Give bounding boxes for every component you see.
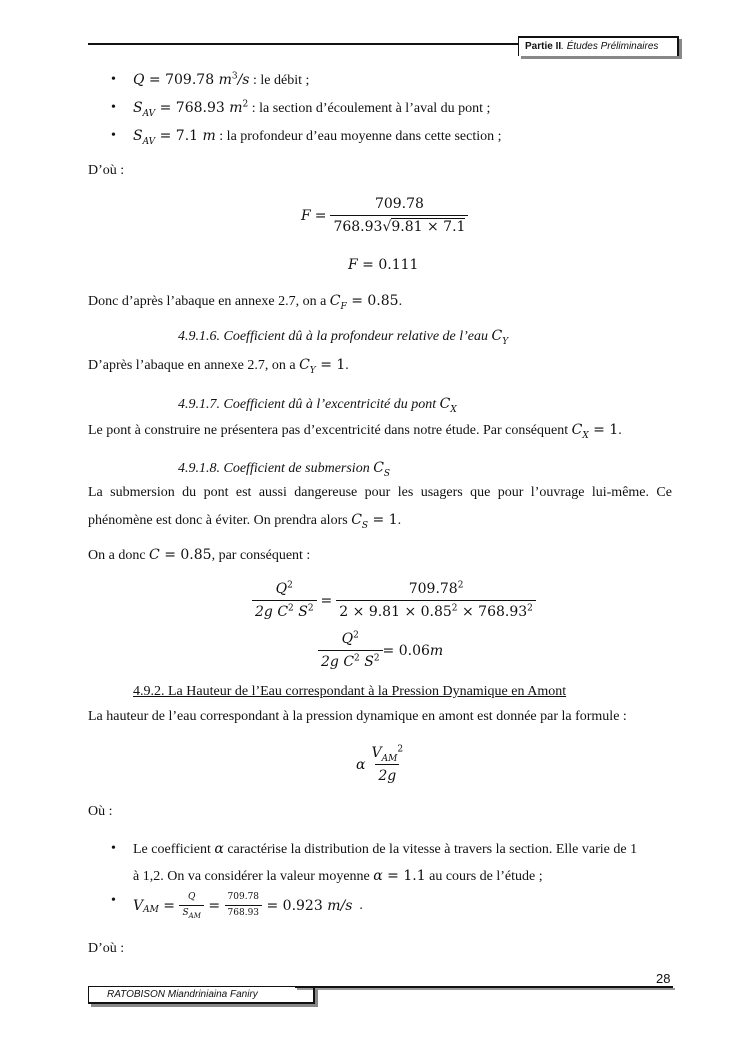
unit: m xyxy=(429,642,444,659)
den-symbol: S xyxy=(182,908,189,918)
symbol-alpha: α xyxy=(373,868,383,884)
symbol-s: S xyxy=(133,128,143,144)
paragraph-cs-line2 xyxy=(88,511,401,530)
subscript: X xyxy=(450,404,457,415)
page-number: 28 xyxy=(656,971,671,986)
symbol-f: F xyxy=(301,207,311,224)
exponent: 2 xyxy=(527,603,533,614)
paragraph-cs-line1: La submersion du pont est aussi dangereuse pour les usagers que pour l’ouvrage lui-même. Ce xyxy=(88,485,672,500)
subscript: AM xyxy=(188,911,201,920)
exponent: 2 xyxy=(242,99,249,110)
symbol: C xyxy=(373,460,384,476)
den-text: × 768.93 xyxy=(457,604,528,620)
section-heading-4917 xyxy=(178,395,457,414)
subscript: S xyxy=(383,468,391,479)
symbol-q: Q xyxy=(133,72,145,88)
value: = 0.923 xyxy=(262,897,328,914)
value: = 1 xyxy=(588,422,619,438)
subscript: S xyxy=(361,520,369,531)
subscript: Y xyxy=(309,365,316,376)
den-text: S xyxy=(359,654,374,670)
heading-text: 4.9.1.7. Coefficient dû à l’excentricité du pont xyxy=(178,397,440,412)
numerator xyxy=(368,744,406,764)
exponent: 2 xyxy=(397,744,404,755)
unit: m xyxy=(202,128,216,144)
value: = 1 xyxy=(315,357,346,373)
fraction xyxy=(225,892,263,919)
exponent: 2 xyxy=(307,603,314,614)
text: Le coefficient xyxy=(133,842,215,857)
text: . xyxy=(345,358,349,373)
fraction xyxy=(318,630,383,671)
symbol: C xyxy=(491,328,503,344)
fraction-lhs xyxy=(252,580,317,621)
subscript: F xyxy=(340,301,347,312)
subscript: AV xyxy=(142,108,156,119)
unit: m xyxy=(229,100,243,116)
list-item xyxy=(133,127,502,146)
value: = 0.111 xyxy=(357,257,419,273)
heading-text: 4.9.1.6. Coefficient dû à la profondeur relative de l’eau xyxy=(178,329,492,344)
description: : la profondeur d’eau moyenne dans cette section ; xyxy=(215,129,502,144)
den-text: 2g C xyxy=(255,604,289,620)
subscript: AV xyxy=(142,136,156,147)
numerator: 709.78 xyxy=(374,196,424,212)
symbol-alpha: α xyxy=(356,756,366,773)
value: = 768.93 xyxy=(155,100,230,116)
text: D’après l’abaque en annexe 2.7, on a xyxy=(88,358,300,373)
paragraph-492: La hauteur de l’eau correspondant à la pression dynamique en amont est donnée par la formule : xyxy=(88,709,627,724)
text: , par conséquent : xyxy=(211,548,311,563)
num-symbol: Q xyxy=(341,631,354,647)
subscript: AM xyxy=(381,753,398,764)
numerator: Q xyxy=(187,892,196,902)
symbol: C xyxy=(571,422,583,438)
list-item: • V $_{AM}$ = $\frac{Q}{S_{AM}}$ = $\frac{709.78}{768.93}$ = 0.923 m/s . xyxy=(133,892,363,919)
symbol: C xyxy=(351,512,362,528)
fraction xyxy=(368,744,406,785)
paragraph-cy xyxy=(88,356,349,375)
symbol: C xyxy=(439,396,451,412)
numerator xyxy=(339,630,362,650)
denominator xyxy=(252,600,317,621)
fraction xyxy=(330,195,468,236)
symbol: C xyxy=(149,547,160,563)
denominator: 768.93 xyxy=(225,905,263,919)
num-value: 709.78 xyxy=(408,581,458,597)
unit: m xyxy=(218,72,232,88)
equals-sign: = xyxy=(203,897,225,914)
numerator: 709.78 xyxy=(227,892,260,902)
value: = 0.85 xyxy=(346,293,399,309)
symbol: C xyxy=(299,357,310,373)
header-title: . Études Préliminaires xyxy=(561,41,659,52)
text: On a donc xyxy=(88,548,150,563)
equation-alpha xyxy=(356,744,406,785)
num-symbol: Q xyxy=(275,581,288,597)
subscript: Y xyxy=(502,336,509,347)
denominator: 2g xyxy=(375,764,399,785)
num-symbol: V xyxy=(371,745,382,761)
paragraph-cf xyxy=(88,292,402,311)
value: = 7.1 xyxy=(155,128,203,144)
text: phénomène est donc à éviter. On prendra alors xyxy=(88,513,352,528)
description: : le débit ; xyxy=(249,73,310,88)
footer-rule xyxy=(295,986,673,988)
ou-label: Où : xyxy=(88,804,113,819)
exponent: 2 xyxy=(373,653,380,664)
value: = 0.06 xyxy=(382,642,430,659)
symbol-v: • V xyxy=(133,897,144,914)
exponent: 2 xyxy=(287,580,293,591)
text: caractérise la distribution de la vitesse à travers la section. Elle varie de 1 xyxy=(223,842,638,857)
value: = 1.1 xyxy=(382,868,426,884)
text: . xyxy=(398,294,403,309)
symbol-f: F xyxy=(348,257,358,273)
symbol-alpha: α xyxy=(214,841,224,857)
symbol-s: S xyxy=(133,100,143,116)
denominator xyxy=(179,905,203,919)
text: Le pont à construire ne présentera pas d’excentricité dans notre étude. Par conséquent xyxy=(88,423,572,438)
unit: m/s xyxy=(327,897,353,914)
exponent: 2 xyxy=(354,653,360,664)
exponent: 2 xyxy=(451,603,458,614)
text: . xyxy=(352,897,363,913)
exponent: 2 xyxy=(288,603,294,614)
subscript: X xyxy=(582,430,589,441)
froude-result xyxy=(348,256,418,275)
sqrt-content: 9.81 × 7.1 xyxy=(391,219,466,235)
heading-text: 4.9.1.8. Coefficient de submersion xyxy=(178,461,374,476)
equation-head-loss-result xyxy=(318,630,443,671)
equals-sign: = xyxy=(320,592,333,609)
text: . xyxy=(397,513,402,528)
header-part: Partie II xyxy=(525,41,562,52)
section-heading-492: 4.9.2. La Hauteur de l’Eau correspondant à la Pression Dynamique en Amont xyxy=(133,684,567,699)
equation-head-loss xyxy=(252,580,536,621)
sqrt-sign: √ xyxy=(382,219,392,235)
section-heading-4918 xyxy=(178,459,390,478)
text: . xyxy=(618,423,622,438)
den-factor: 768.93 xyxy=(333,219,383,235)
equals-sign: = xyxy=(158,897,180,914)
dou-label: D’où : xyxy=(88,941,125,956)
fraction xyxy=(179,892,203,919)
value: = 0.85 xyxy=(159,547,212,563)
numerator xyxy=(406,580,467,600)
unit-tail: /s xyxy=(237,72,250,88)
denominator xyxy=(336,600,536,621)
exponent: 3 xyxy=(231,71,238,82)
list-item xyxy=(133,71,309,90)
text: au cours de l’étude ; xyxy=(425,869,543,884)
denominator xyxy=(318,650,383,671)
value: = 1 xyxy=(368,512,398,528)
value: = 709.78 xyxy=(144,72,219,88)
fraction-rhs xyxy=(336,580,536,621)
paragraph-cx xyxy=(88,421,622,440)
text: à 1,2. On va considérer la valeur moyenne xyxy=(133,869,374,884)
denominator xyxy=(330,215,468,236)
list-item-continuation xyxy=(133,867,543,886)
exponent: 2 xyxy=(457,580,464,591)
symbol: C xyxy=(329,293,341,309)
list-item xyxy=(133,99,490,118)
paragraph-c xyxy=(88,546,310,565)
list-item xyxy=(133,840,637,859)
equals-sign: = xyxy=(314,207,327,224)
section-heading-4916 xyxy=(178,327,508,346)
numerator xyxy=(273,580,296,600)
running-header xyxy=(518,36,679,56)
den-text: S xyxy=(293,604,308,620)
description: : la section d’écoulement à l’aval du pont ; xyxy=(248,101,491,116)
equation-froude xyxy=(301,195,468,236)
text: Donc d’après l’abaque en annexe 2.7, on a xyxy=(88,294,330,309)
footer-author: RATOBISON Miandriniaina Faniry xyxy=(88,986,315,1004)
den-text: 2g C xyxy=(321,654,355,670)
header-rule xyxy=(88,43,518,45)
exponent: 2 xyxy=(353,630,359,641)
dou-label: D’où : xyxy=(88,163,125,178)
den-text: 2 × 9.81 × 0.85 xyxy=(339,604,452,620)
